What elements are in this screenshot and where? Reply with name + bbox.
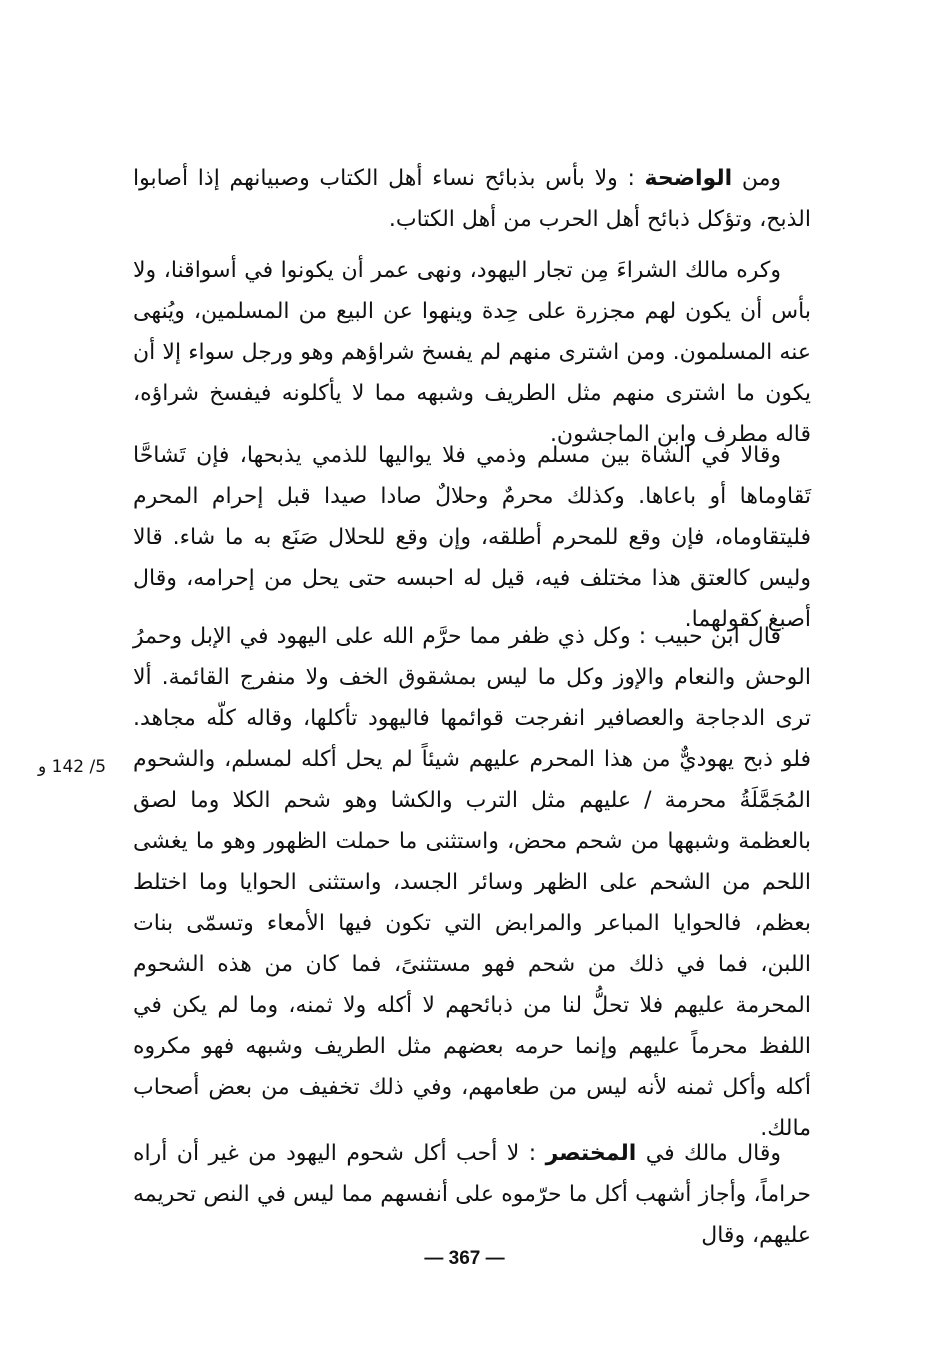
folio-margin-note: 5/ 142 و [38,757,107,777]
source-title-wadiha: الواضحة [644,166,733,191]
paragraph-jewish-merchants [133,250,811,455]
source-title-mukhtasar: المختصر [545,1141,637,1166]
paragraph-body: : لا أحب أكل شحوم اليهود من غير أن أراه حراماً، وأجاز أشهب أكل ما حرّموه على أنفسهم مما ليس في النص تحريمه عليهم، وقال [133,1141,811,1248]
paragraph-ibn-habib [133,616,811,1149]
paragraph-lead: وقال مالك في [636,1141,781,1166]
page-number: — 367 — [424,1248,505,1269]
paragraph-body: وكره مالك الشراءَ مِن تجار اليهود، ونهى عمر أن يكونوا في أسواقنا، ولا بأس أن يكون لهم مجزرة على حِدة وينهوا عن البيع من المسلمين، ويُنهى عنه المسلمون. ومن اشترى منهم لم يفسخ شراؤهم وهو ورجل سواء إلا أن يكون ما اشترى منهم مثل الطريف وشبهه مما لا يأكلونه فيفسخ شراؤه، قاله مطرف وابن الماجشون. [133,258,811,447]
paragraph-body: : ولا بأس بذبائح نساء أهل الكتاب وصبيانهم إذا أصابوا الذبح، وتؤكل ذبائح أهل الحرب من أهل الكتاب. [133,166,811,232]
paragraph-body: قال ابن حبيب : وكل ذي ظفر مما حرَّم الله على اليهود في الإبل وحمرُ الوحش والنعام والإوز وكل ما ليس بمشقوق الخف ولا منفرج القائمة. ألا ترى الدجاجة والعصافير انفرجت قوائمها فاليهود تأكلها، وقاله كلّه مجاهد. فلو ذبح يهوديٌّ من هذا المحرم عليهم شيئاً لم يحل أكله لمسلم، والشحوم المُجَمَّلَةُ محرمة / عليهم مثل الترب والكشا وهو شحم الكلا وما لصق بالعظمة وشبهها من شحم محض، واستثنى ما حملت الظهور وهو ما يغشى اللحم من الشحم على الظهر وسائر الجسد، واستثنى الحوايا وما اختلط بعظم، فالحوايا المباعر والمرابض التي تكون فيها الأمعاء وتسمّى بنات اللبن، فما في ذلك من شحم فهو مستثنىً، فما كان من هذه الشحوم المحرمة عليهم فلا تحلُّ لنا من ذبائحهم لا أكله ولا ثمنه، وما لم يكن في اللفظ محرماً عليهم وإنما حرمه بعضهم مثل الطريف وشبهه فهو مكروه أكله وأكل ثمنه لأنه ليس من طعامهم، وفي ذلك تخفيف من بعض أصحاب مالك. [133,624,811,1141]
paragraph-lead: ومن [732,166,781,191]
paragraph-shared-sheep [133,435,811,640]
paragraph-body: وقالا في الشاة بين مسلم وذمي فلا يواليها للذمي يذبحها، فإن تَشاحَّا تَقاوماها أو باعاها. وكذلك محرمٌ وحلالٌ صادا صيدا قبل إحرام المحرم فليتقاوماه، فإن وقع للمحرم أطلقه، وإن وقع للحلال صَنَع به ما شاء. قالا وليس كالعتق هذا مختلف فيه، قيل له احبسه حتى يحل من إحرامه، وقال أصبغ كقولهما. [133,443,811,632]
paragraph-wadiha [133,158,811,240]
paragraph-mukhtasar [133,1133,811,1256]
